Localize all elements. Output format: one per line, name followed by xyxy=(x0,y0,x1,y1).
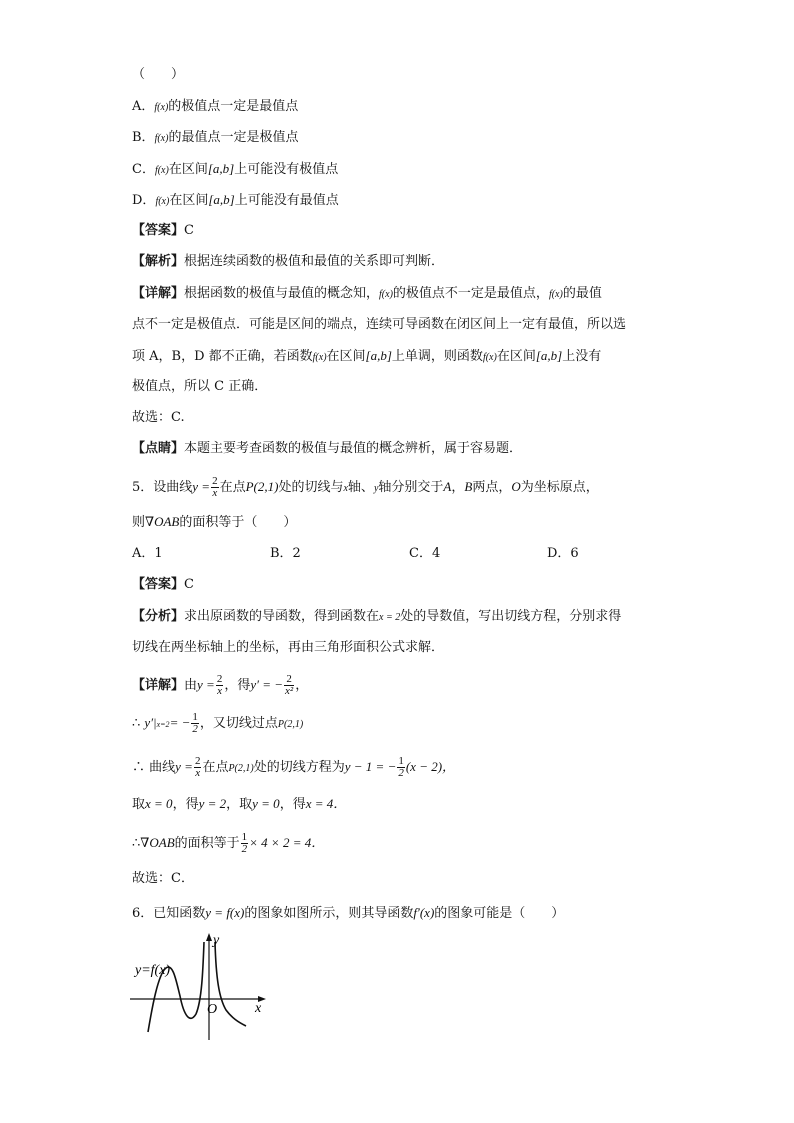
frac-den: 2 xyxy=(192,723,198,735)
curve-right-branch xyxy=(215,942,246,1026)
detail-text: 极值点，所以 C 正确． xyxy=(132,379,268,394)
fraction-2-over-x xyxy=(216,674,224,697)
fx-symbol: f(x) xyxy=(154,133,169,144)
analysis-text: 切线在两坐标轴上的坐标，再由三角形面积公式求解． xyxy=(132,640,445,655)
q5-text: 5．设曲线 xyxy=(132,480,193,495)
q6-stem xyxy=(132,904,564,923)
q4-detail-line3 xyxy=(132,347,601,367)
frac-num: 2 xyxy=(216,673,223,685)
origin-label: O xyxy=(207,1002,218,1017)
frac-num: 1 xyxy=(192,711,198,723)
math-tangent: y − 1 = − xyxy=(344,759,397,774)
q5-choose xyxy=(132,870,194,888)
q5-answer xyxy=(132,576,194,594)
q4-option-b xyxy=(132,129,298,148)
detail-text: 取 xyxy=(132,797,146,812)
analysis-text: 根据连续函数的极值和最值的关系即可判断． xyxy=(184,254,445,269)
q5-detail-line4 xyxy=(132,795,346,814)
detail-text: 处的切线方程为 xyxy=(253,760,345,775)
axis-x-label: x xyxy=(255,1001,262,1016)
q4-option-a xyxy=(132,98,298,117)
option-a-label: A． xyxy=(132,99,155,114)
detail-text: 的面积等于 xyxy=(174,836,240,851)
y-axis-arrow-icon xyxy=(206,933,212,941)
math-x4: x = 4． xyxy=(305,796,347,811)
q5-text: 在点 xyxy=(219,480,246,495)
frac-den: x² xyxy=(285,685,294,697)
math-yprime: y′ = − xyxy=(250,677,284,692)
fx-symbol: f(x) xyxy=(379,289,393,300)
comment-tag: 【点睛】 xyxy=(132,441,185,456)
interval-ab: [a,b] xyxy=(208,192,235,207)
triangle-oab: ∇OAB xyxy=(145,514,180,529)
fx-symbol: f(x) xyxy=(154,165,169,176)
q5-text: 两点， xyxy=(472,480,512,495)
detail-text: 在区间 xyxy=(496,349,536,364)
q4-option-d xyxy=(132,191,339,211)
math-eq-minus: = − xyxy=(169,715,191,730)
q4-choose xyxy=(132,409,185,427)
detail-text: 在区间 xyxy=(326,349,366,364)
therefore-symbol: ∴ xyxy=(132,836,141,851)
comment-text: 本题主要考查函数的极值与最值的概念辨析，属于容易题． xyxy=(184,441,523,456)
q5-text: 则 xyxy=(132,515,146,530)
q5-stem-line2 xyxy=(132,513,296,532)
q5-text: 为坐标原点， xyxy=(520,480,599,495)
q4-stem-paren xyxy=(132,66,184,84)
fraction-1-over-2 xyxy=(397,756,405,779)
option-c-text2: 上可能没有极值点 xyxy=(234,162,339,177)
detail-text: 点不一定是极值点．可能是区间的端点，连续可导函数在闭区间上一定有最值，所以选 xyxy=(132,317,627,332)
q5-text: ， xyxy=(451,480,465,495)
frac-den: 2 xyxy=(398,767,404,779)
q5-detail-line5 xyxy=(132,832,324,855)
math-a: A xyxy=(443,479,452,494)
detail-tag: 【详解】 xyxy=(132,286,185,301)
q5-detail-line1 xyxy=(132,674,308,697)
q5-text: 处的切线与 xyxy=(278,480,344,495)
detail-tag: 【详解】 xyxy=(132,678,185,693)
answer-tag: 【答案】 xyxy=(132,577,185,592)
option-d-text2: 上可能没有最值点 xyxy=(234,193,339,208)
detail-text: 项 A，B，D 都不正确，若函数 xyxy=(132,349,313,364)
math-y-eq: y = xyxy=(175,759,193,774)
graph-label: y=f(x) xyxy=(135,963,171,978)
q5-analysis-line1 xyxy=(132,608,621,627)
math-x0: x = 0 xyxy=(145,796,173,811)
therefore-symbol: ∴ xyxy=(132,716,141,731)
analysis-tag: 【解析】 xyxy=(132,254,185,269)
detail-text: 的最值 xyxy=(562,286,602,301)
choose-text: 故选：C. xyxy=(132,410,185,425)
math-area: × 4 × 2 = 4． xyxy=(249,835,325,850)
option-a-text: 的极值点一定是最值点 xyxy=(168,99,299,114)
detail-text: 上单调，则函数 xyxy=(391,349,483,364)
point-p: P(2,1) xyxy=(277,719,304,730)
frac-den: 2 xyxy=(241,843,248,855)
math-subscript: x=2 xyxy=(156,720,170,729)
detail-text: ∴ 曲线 xyxy=(132,760,176,775)
option-b-text: 的最值点一定是极值点 xyxy=(168,130,299,145)
q5-text: 的面积等于（ ） xyxy=(179,515,297,530)
detail-text: ，得 xyxy=(279,797,306,812)
q6-text: 的图象如图所示，则其导函数 xyxy=(244,906,414,921)
math-x: x xyxy=(343,483,348,494)
detail-text: ， xyxy=(295,678,309,693)
fx-symbol: f(x) xyxy=(154,102,169,113)
math-b: B xyxy=(464,479,473,494)
q5-option-d: D．6 xyxy=(547,546,579,561)
option-d-text1: 在区间 xyxy=(169,193,209,208)
q5-option-b: B．2 xyxy=(270,546,301,561)
q5-analysis-line2 xyxy=(132,639,444,657)
frac-num: 2 xyxy=(212,475,218,487)
choose-text: 故选：C． xyxy=(132,871,194,886)
q5-option-a: A．1 xyxy=(132,546,163,561)
q4-detail-line1 xyxy=(132,285,602,304)
detail-text: 的极值点不一定是最值点， xyxy=(392,286,549,301)
detail-text: ，得 xyxy=(224,678,251,693)
q4-answer xyxy=(132,222,194,240)
option-c-label: C． xyxy=(132,162,155,177)
q5-text: 轴、 xyxy=(347,480,374,495)
analysis-text: 处的导数值，写出切线方程，分别求得 xyxy=(400,609,622,624)
detail-text: ，又切线过点 xyxy=(199,716,278,731)
q5-text: 轴分别交于 xyxy=(378,480,444,495)
option-b-label: B． xyxy=(132,130,155,145)
q4-analysis xyxy=(132,253,444,271)
fx-symbol: f(x) xyxy=(312,352,327,363)
curve-left-branch xyxy=(148,942,204,1032)
frac-num: 1 xyxy=(241,831,248,843)
fraction-2-over-x xyxy=(211,476,219,499)
fraction-1-over-2 xyxy=(241,832,249,855)
option-d-label: D． xyxy=(132,193,156,208)
fx-symbol: f(x) xyxy=(482,352,497,363)
q4-option-c xyxy=(132,160,338,180)
interval-ab: [a,b] xyxy=(365,348,392,363)
point-p: P(2,1) xyxy=(245,479,279,494)
answer-value: C xyxy=(184,577,194,592)
q4-detail-line2 xyxy=(132,316,626,334)
triangle-oab: ∇OAB xyxy=(140,835,175,850)
q5-detail-line2 xyxy=(132,712,303,735)
q4-comment xyxy=(132,440,522,458)
detail-text: ，得 xyxy=(172,797,199,812)
math-fprime: f′(x) xyxy=(413,905,435,920)
fx-symbol: f(x) xyxy=(548,289,563,300)
fraction-2-over-x2 xyxy=(284,674,294,697)
q6-text: 的图象可能是（ ） xyxy=(434,906,565,921)
detail-text: 上没有 xyxy=(562,349,602,364)
q5-detail-line3 xyxy=(132,756,455,779)
math-y-eq: y = xyxy=(192,479,211,494)
fraction-1-over-2 xyxy=(191,712,199,735)
math-yprime-at: y′| xyxy=(144,715,157,730)
fx-symbol: f(x) xyxy=(155,196,170,207)
axis-y-label: y xyxy=(213,933,220,948)
interval-ab: [a,b] xyxy=(535,348,563,363)
q6-text: 6．已知函数 xyxy=(132,906,206,921)
math-y: y xyxy=(373,483,379,494)
q5-option-c: C．4 xyxy=(409,546,441,561)
interval-ab: [a,b] xyxy=(207,161,235,176)
q5-stem-line1 xyxy=(132,476,599,499)
frac-den: x xyxy=(212,487,218,499)
math-o: O xyxy=(511,479,521,494)
detail-text: 在点 xyxy=(202,760,229,775)
function-graph xyxy=(126,928,276,1043)
q4-paren-text: （ ） xyxy=(132,67,185,82)
frac-num: 2 xyxy=(284,674,294,686)
q4-detail-line4 xyxy=(132,378,267,396)
detail-text: 根据函数的极值与最值的概念知， xyxy=(184,286,380,301)
frac-num: 1 xyxy=(398,755,404,767)
answer-value: C xyxy=(184,223,194,238)
q5-options xyxy=(132,545,612,563)
option-c-text1: 在区间 xyxy=(168,162,208,177)
detail-text: 由 xyxy=(184,678,198,693)
detail-text: ，取 xyxy=(226,797,253,812)
math-tangent-tail: (x − 2)， xyxy=(405,759,456,774)
point-p: P(2,1) xyxy=(228,763,254,774)
frac-den: x xyxy=(195,767,201,779)
frac-num: 2 xyxy=(194,755,201,767)
answer-tag: 【答案】 xyxy=(132,223,185,238)
math-y0: y = 0 xyxy=(252,796,280,811)
analysis-tag: 【分析】 xyxy=(132,609,185,624)
analysis-text: 求出原函数的导函数，得到函数在 xyxy=(184,609,380,624)
frac-den: x xyxy=(217,685,223,697)
fraction-2-over-x xyxy=(194,756,202,779)
math-x-eq-2: x = 2 xyxy=(379,612,401,623)
math-y-eq-fx: y = f(x) xyxy=(205,905,245,920)
math-y-eq: y = xyxy=(197,677,215,692)
math-y2: y = 2 xyxy=(198,796,227,811)
